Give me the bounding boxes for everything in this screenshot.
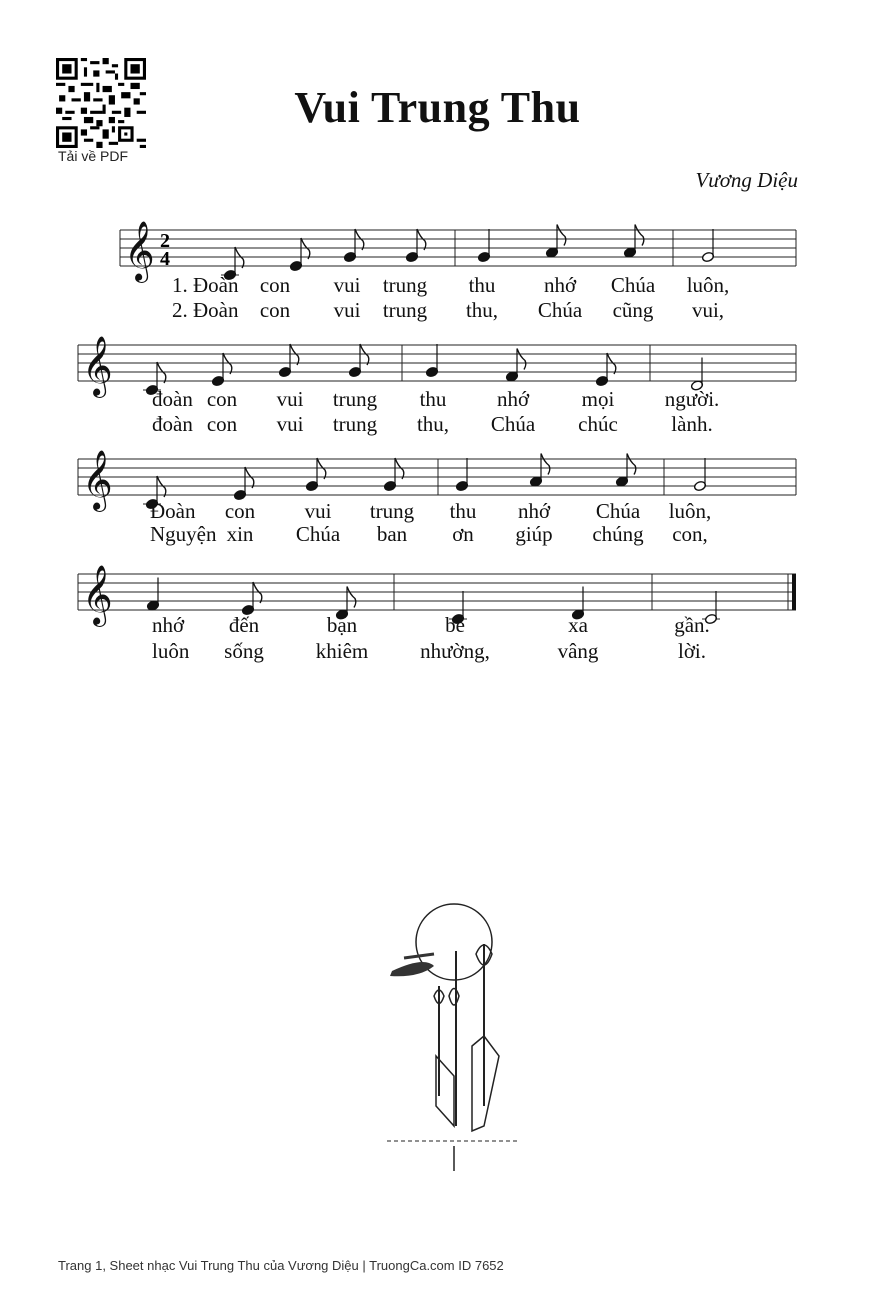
lyric-word: đoàn — [152, 412, 193, 436]
lyric-word: chúng — [592, 522, 644, 546]
lyric-word: luôn, — [686, 273, 730, 297]
lyric-word: thu — [449, 499, 477, 523]
lyric-word: Chúa — [610, 273, 656, 297]
time-signature-bottom: 4 — [160, 248, 170, 270]
lyric-word: thu, — [465, 298, 499, 322]
lyric-word: nhớ — [517, 499, 551, 523]
lyric-word: chúc — [578, 412, 618, 436]
lyric-word: Chúa — [537, 298, 583, 322]
staff-system-2 — [78, 336, 796, 436]
staff-system-1 — [120, 221, 796, 322]
lyric-word: 1. Đoàn — [172, 273, 239, 297]
lyric-word: vui — [333, 273, 361, 297]
lyric-word: lời. — [677, 639, 707, 663]
lyric-word: nhớ — [496, 387, 530, 411]
note-flag — [635, 225, 644, 246]
page-footer: Trang 1, Sheet nhạc Vui Trung Thu của Vương Diệu | TruongCa.com ID 7652 — [58, 1258, 504, 1273]
lyric-word: trung — [382, 298, 428, 322]
lyric-word: vui — [304, 499, 332, 523]
staff-system-3 — [78, 450, 796, 546]
lyric-word: con — [206, 412, 238, 436]
lyric-word: thu, — [416, 412, 450, 436]
note-flag — [557, 225, 566, 246]
lyric-word: con — [224, 499, 256, 523]
lyric-word: ban — [376, 522, 408, 546]
lyric-word: luôn — [152, 639, 190, 663]
lyric-word: xin — [226, 522, 254, 546]
lyric-word: trung — [369, 499, 415, 523]
lyric-word: vui — [333, 298, 361, 322]
treble-clef: 𝄞 — [82, 336, 113, 396]
lyric-word: trung — [332, 387, 378, 411]
lyric-word: luôn, — [668, 499, 712, 523]
lyric-word: cũng — [612, 298, 654, 322]
lyric-word: thu — [419, 387, 447, 411]
lyric-word: thu — [468, 273, 496, 297]
treble-clef: 𝄞 — [124, 221, 155, 281]
lyric-word: gần. — [674, 613, 710, 637]
lyric-word: bạn — [326, 613, 358, 637]
note-flag — [627, 454, 636, 475]
lyric-word: đoàn — [152, 387, 193, 411]
lyric-word: vui, — [691, 298, 725, 322]
lyric-word: con, — [672, 522, 708, 546]
lyric-word: mọi — [581, 387, 615, 411]
composer-name: Vương Diệu — [695, 168, 798, 192]
lyric-word: 2. Đoàn — [172, 298, 239, 322]
lyric-word: ơn — [452, 522, 474, 546]
lyric-word: vui — [276, 412, 304, 436]
lyric-word: Nguyện — [150, 522, 217, 546]
lyric-word: vui — [276, 387, 304, 411]
lyric-word: khiêm — [315, 639, 369, 663]
lyric-word: con — [259, 298, 291, 322]
download-pdf-label[interactable]: Tải về PDF — [58, 148, 129, 164]
lyric-word: nhường, — [420, 639, 490, 663]
lyric-word: vâng — [557, 639, 599, 663]
moon-wheat-illustration — [384, 896, 524, 1176]
note-flag — [517, 349, 526, 370]
note-flag — [541, 454, 550, 475]
lyric-word: Đoàn — [150, 499, 196, 523]
lyric-word: nhớ — [543, 273, 577, 297]
note-flag — [347, 587, 356, 608]
lyric-word: nhớ — [152, 613, 185, 637]
lyric-word: sống — [224, 639, 264, 663]
lyric-word: Chúa — [490, 412, 536, 436]
page-title: Vui Trung Thu — [294, 83, 581, 132]
lyric-word: người. — [664, 387, 720, 411]
lyric-word: con — [259, 273, 291, 297]
lyric-word: Chúa — [295, 522, 341, 546]
lyric-word: đến — [228, 613, 260, 637]
lyric-word: con — [206, 387, 238, 411]
lyric-word: Chúa — [595, 499, 641, 523]
lyric-word: giúp — [515, 522, 553, 546]
lyric-word: lành. — [671, 412, 713, 436]
lyric-word: trung — [332, 412, 378, 436]
final-bar-thick — [792, 574, 796, 610]
lyric-word: xa — [568, 613, 588, 637]
staff-system-4 — [78, 565, 796, 663]
lyric-word: trung — [382, 273, 428, 297]
treble-clef: 𝄞 — [82, 565, 113, 625]
treble-clef: 𝄞 — [82, 450, 113, 510]
lyric-word: bè — [445, 613, 465, 637]
time-signature-top: 2 — [160, 230, 170, 252]
